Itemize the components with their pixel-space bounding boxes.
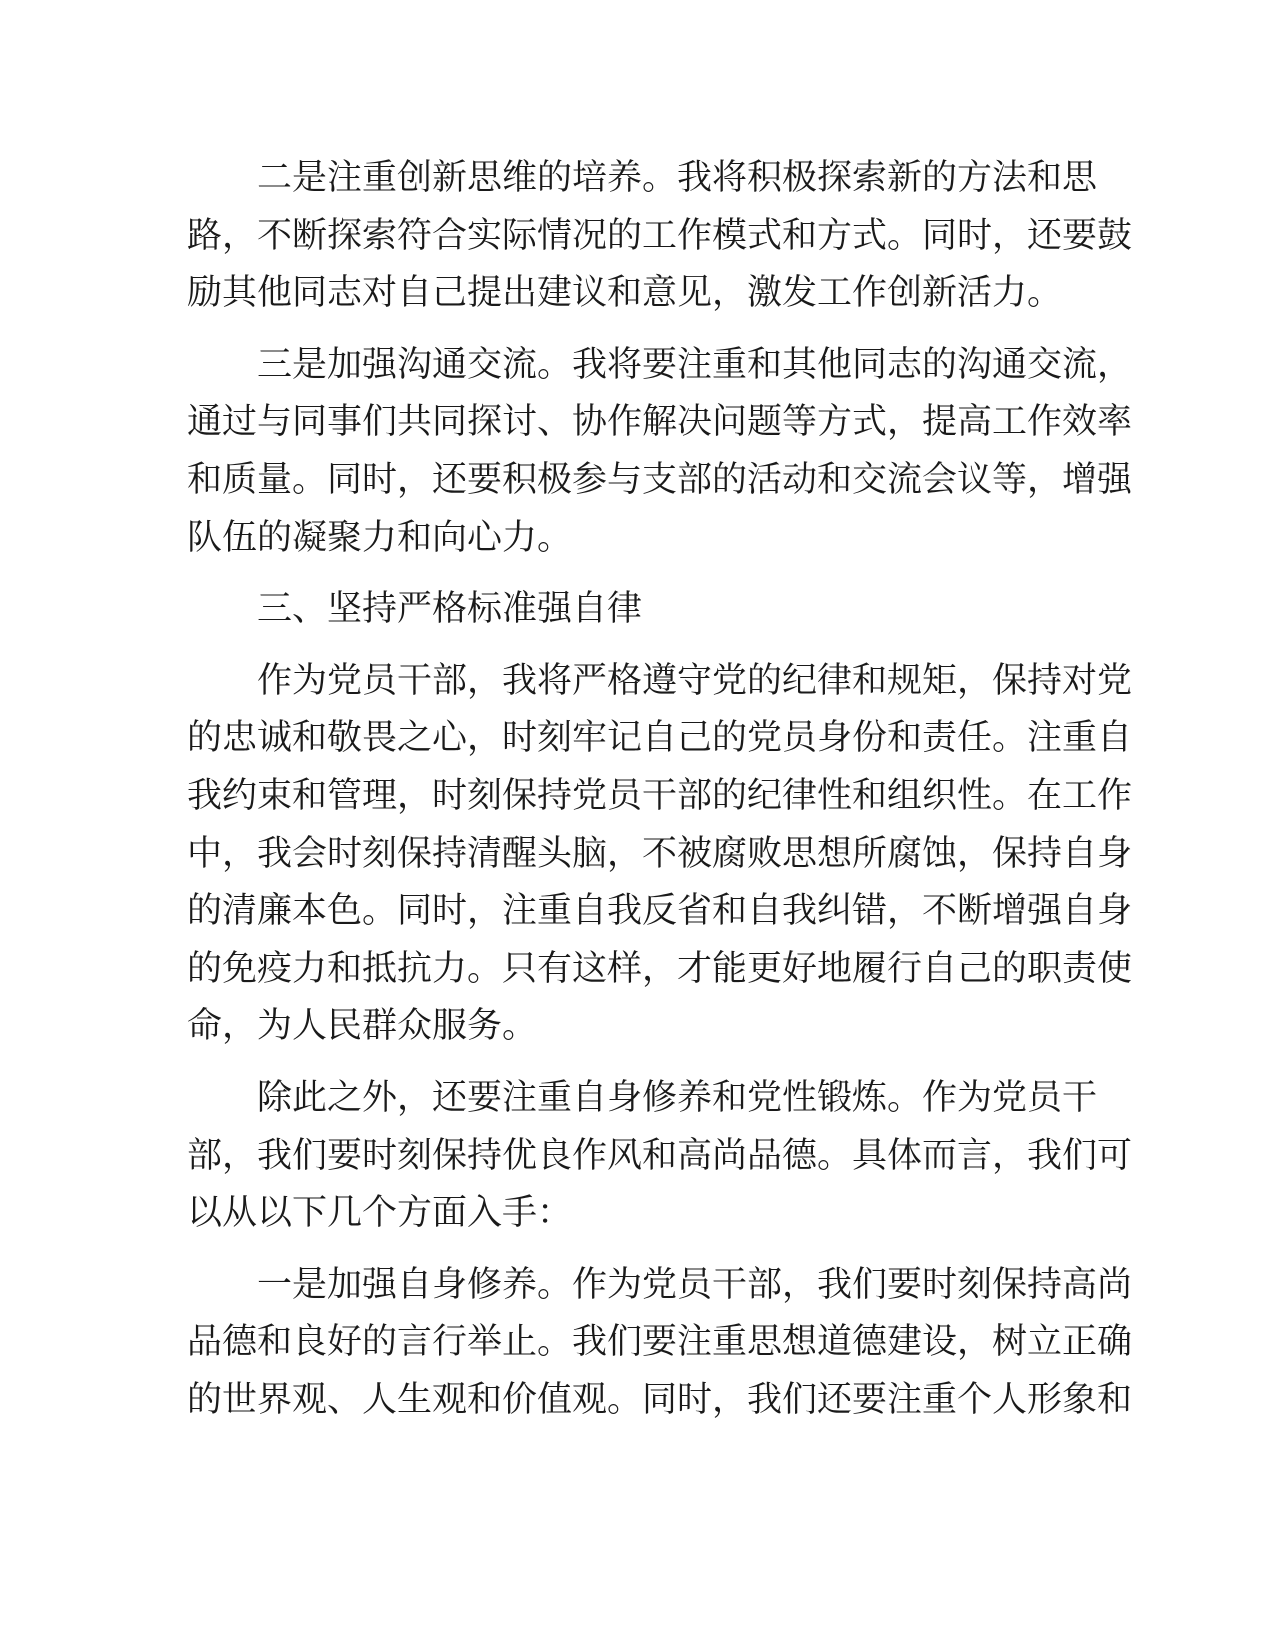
- paragraph-line: 队伍的凝聚力和向心力。: [187, 517, 573, 558]
- paragraph-line: 的清廉本色。同时，注重自我反省和自我纠错，不断增强自身: [187, 891, 1133, 932]
- heading-text: 三、坚持严格标准强自律: [257, 589, 643, 630]
- document-body: [187, 150, 1133, 1443]
- paragraph-line: 二是注重创新思维的培养。我将积极探索新的方法和思: [257, 158, 1098, 198]
- paragraph-line: 中，我会时刻保持清醒头脑，不被腐败思想所腐蚀，保持自身: [187, 833, 1133, 874]
- paragraph-line: 路，不断探索符合实际情况的工作模式和方式。同时，还要鼓: [187, 215, 1133, 256]
- paragraph-line: 以从以下几个方面入手：: [187, 1193, 573, 1234]
- paragraph-self-cultivation: [187, 1070, 1133, 1243]
- paragraph-discipline: [187, 653, 1133, 1056]
- paragraph-line: 三是加强沟通交流。我将要注重和其他同志的沟通交流，: [257, 344, 1133, 385]
- paragraph-innovation: [187, 150, 1133, 323]
- paragraph-line: 和质量。同时，还要积极参与支部的活动和交流会议等，增强: [187, 459, 1133, 500]
- paragraph-line: 作为党员干部，我将严格遵守党的纪律和规矩，保持对党: [257, 660, 1133, 701]
- paragraph-line: 通过与同事们共同探讨、协作解决问题等方式，提高工作效率: [187, 402, 1133, 443]
- paragraph-line: 命，为人民群众服务。: [187, 1006, 538, 1047]
- paragraph-line: 品德和良好的言行举止。我们要注重思想道德建设，树立正确: [187, 1322, 1133, 1363]
- paragraph-line: 的世界观、人生观和价值观。同时，我们还要注重个人形象和: [187, 1379, 1133, 1420]
- paragraph-communication: [187, 337, 1133, 567]
- paragraph-line: 的免疫力和抵抗力。只有这样，才能更好地履行自己的职责使: [187, 948, 1133, 989]
- paragraph-strengthen-cultivation: [187, 1257, 1133, 1430]
- paragraph-line: 部，我们要时刻保持优良作风和高尚品德。具体而言，我们可: [187, 1135, 1133, 1176]
- paragraph-line: 我约束和管理，时刻保持党员干部的纪律性和组织性。在工作: [187, 775, 1133, 816]
- paragraph-line: 的忠诚和敬畏之心，时刻牢记自己的党员身份和责任。注重自: [187, 718, 1133, 759]
- paragraph-line: 励其他同志对自己提出建议和意见，激发工作创新活力。: [187, 273, 1063, 314]
- section-heading: [187, 581, 1087, 639]
- paragraph-line: 一是加强自身修养。作为党员干部，我们要时刻保持高尚: [257, 1264, 1133, 1305]
- paragraph-line: 除此之外，还要注重自身修养和党性锻炼。作为党员干: [257, 1077, 1098, 1118]
